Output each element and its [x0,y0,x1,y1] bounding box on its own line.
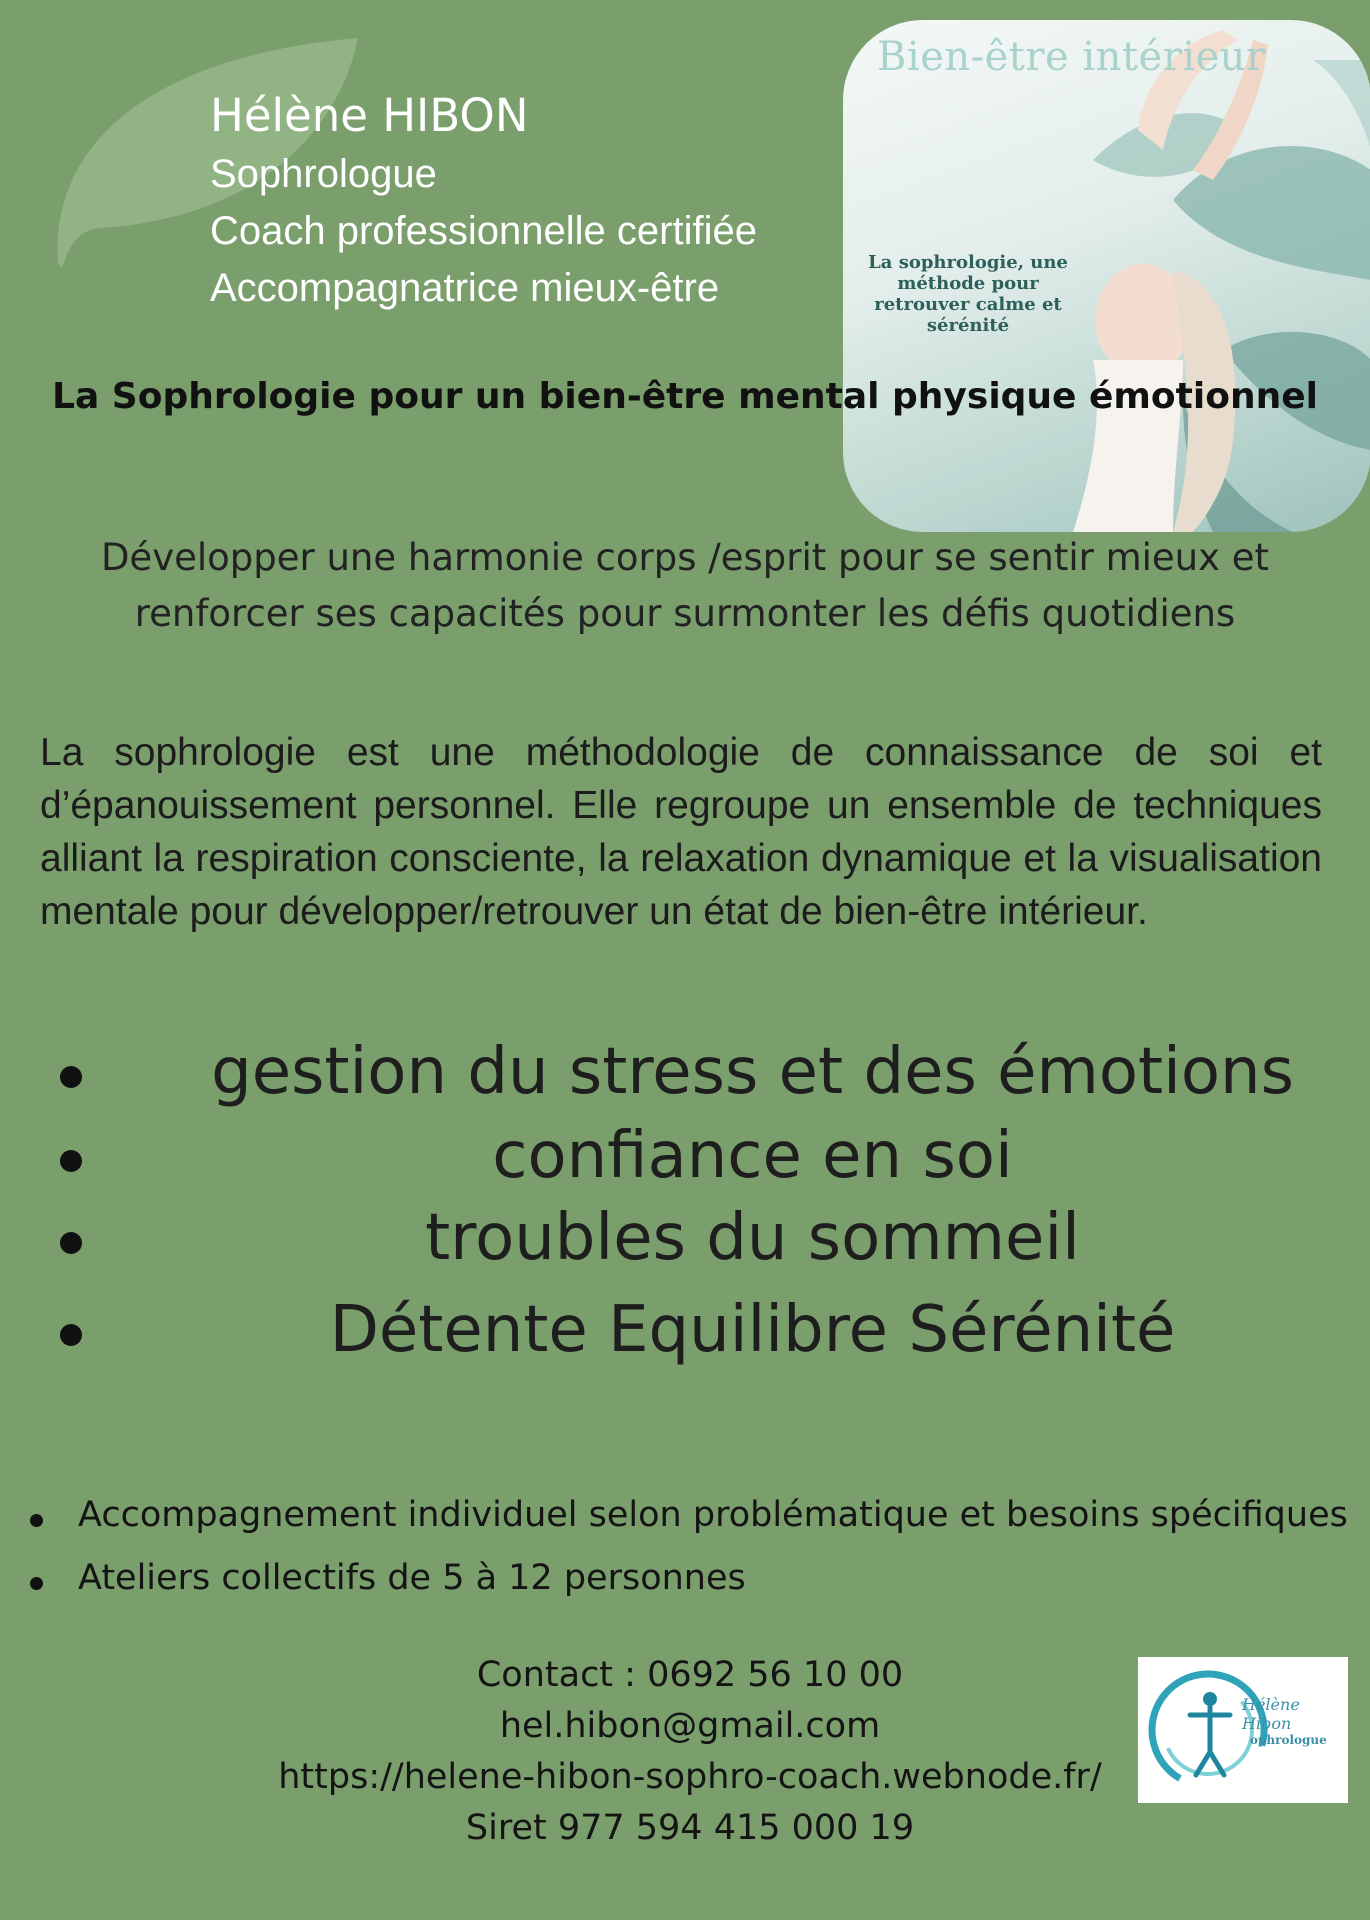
service-label: Accompagnement individuel selon problématique et besoins spécifiques [78,1495,1348,1535]
role-coach: Coach professionnelle certifiée [210,209,757,253]
intro-text: Développer une harmonie corps /esprit pour se sentir mieux et renforcer ses capacités pour surmonter les défis quotidiens [100,536,1270,635]
role-sophrologue: Sophrologue [210,152,437,196]
contact-website[interactable]: https://helene-hibon-sophro-coach.webnode.fr/ [278,1757,1102,1797]
wellbeing-photo [843,20,1370,532]
list-item [0,1030,1370,1120]
service-label: Ateliers collectifs de 5 à 12 personnes [78,1558,746,1598]
benefit-label: confiance en soi [492,1119,1013,1193]
benefit-label: troubles du sommeil [425,1201,1080,1275]
photo-title: Bien-être intérieur [877,34,1266,80]
benefit-label: Détente Equilibre Sérénité [329,1293,1176,1367]
list-item [0,1288,1370,1378]
photo-caption: La sophrologie, une méthode pour retrouver calme et sérénité [868,252,1068,336]
bullet-icon [30,1577,43,1590]
contact-email[interactable]: hel.hibon@gmail.com [499,1706,881,1746]
role-accompagnatrice: Accompagnatrice mieux-être [210,266,720,310]
contact-phone: Contact : 0692 56 10 00 [476,1655,904,1695]
benefit-label: gestion du stress et des émotions [211,1035,1294,1109]
logo-subtitle: ophrologue [1250,1733,1327,1747]
bullet-icon [60,1150,82,1172]
contact-siret: Siret 977 594 415 000 19 [465,1808,915,1848]
logo-name: Hélène Hibon [1242,1695,1300,1733]
description-text: La sophrologie est une méthodologie de connaissance de soi et d’épanouissement personnel. Elle regroupe un ensemble de techniques alliant la respiration consciente, la relaxation dynamique et la visualisation mentale pour développer/retrouver un état de bien-être intérieur. [40,731,1322,933]
list-item [0,1196,1370,1286]
bullet-icon [60,1232,82,1254]
brand-logo [1138,1657,1348,1803]
bullet-icon [60,1066,82,1088]
person-name: Hélène HIBON [210,89,529,142]
header [210,86,757,317]
list-item [0,1553,1370,1603]
bullet-icon [30,1514,43,1527]
bullet-icon [60,1324,82,1346]
contact-block [240,1650,1140,1854]
list-item [0,1490,1370,1540]
headline: La Sophrologie pour un bien-être mental physique émotionnel [52,376,1318,417]
list-item [0,1114,1370,1204]
